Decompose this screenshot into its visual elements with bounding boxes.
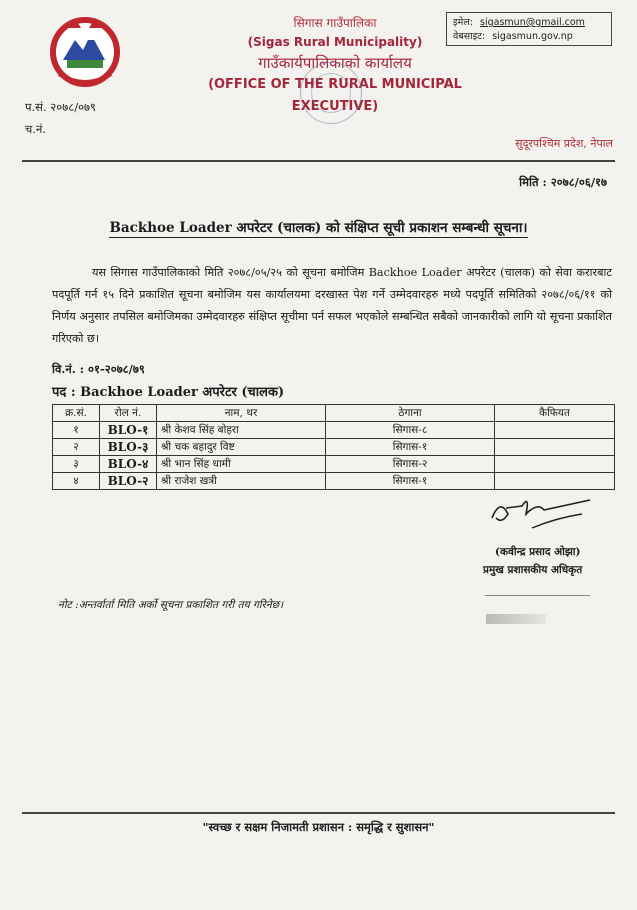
office-stamp-icon	[300, 62, 362, 124]
col-sn: क्र.सं.	[53, 405, 100, 422]
table-header-row	[53, 405, 615, 422]
table-row	[53, 422, 615, 439]
cell-address: सिगास-१	[326, 439, 495, 456]
cell-remarks	[495, 473, 615, 490]
notice-body: यस सिगास गाउँपालिकाको मिति २०७८/०५/२५ को सूचना बमोजिम Backhoe Loader अपरेटर (चालक) को सेवा करारबाट पदपूर्ति गर्न १५ दिने प्रकाशित सूचना बमोजिम यस कार्यालयमा दरखास्त पेश गर्ने उम्मेदवारहरु मध्ये पदपूर्ति समितिको २०७८/०६/११ को निर्णय अनुसार तपसिल बमोजिमका उम्मेदवारहरु संक्षिप्त सूचीमा पर्न सफल भएकोले सम्बन्धित सबैको जानकारीको लागि यो सूचना प्रकाशित गरिएको छ।	[52, 266, 612, 345]
col-roll: रोल नं.	[100, 405, 157, 422]
office-name-nepali: गाउँकार्यपालिकाको कार्यालय	[258, 54, 412, 72]
email-value: sigasmun@gmail.com	[480, 17, 585, 28]
email-label: इमेल:	[453, 17, 473, 28]
cell-name: श्री राजेश खत्री	[157, 473, 326, 490]
letter-number: प.सं. २०७८/०७९	[25, 100, 97, 114]
municipality-name-nepali: सिगास गाउँपालिका	[293, 16, 377, 30]
notice-date: मिति : २०७८/०६/१७	[519, 175, 607, 189]
cell-remarks	[495, 422, 615, 439]
dispatch-number: च.नं.	[25, 122, 46, 136]
cell-remarks	[495, 439, 615, 456]
header-divider	[22, 160, 615, 162]
cell-roll: BLO-३	[100, 439, 157, 456]
col-remarks: कैफियत	[495, 405, 615, 422]
signatory-title: प्रमुख प्रशासकीय अधिकृत	[483, 564, 583, 576]
notice-title-text: Backhoe Loader अपरेटर (चालक) को संक्षिप्त सूची प्रकाशन सम्बन्धी सूचना।	[109, 220, 528, 236]
handwritten-signature	[486, 488, 596, 538]
table-row	[53, 439, 615, 456]
advertisement-number: वि.नं. : ०१-२०७८/७९	[52, 362, 145, 376]
nepal-emblem-icon	[45, 10, 125, 90]
faint-rule	[485, 595, 590, 596]
col-address: ठेगाना	[326, 405, 495, 422]
website-row	[453, 30, 605, 44]
cell-sn: ३	[53, 456, 100, 473]
cell-sn: १	[53, 422, 100, 439]
email-row	[453, 16, 605, 30]
contact-box	[446, 12, 612, 46]
cell-sn: ४	[53, 473, 100, 490]
notice-title	[0, 218, 637, 236]
office-name-english: (OFFICE OF THE RURAL MUNICIPAL EXECUTIVE)	[208, 77, 462, 114]
cell-name: श्री चक बहादुर विष्ट	[157, 439, 326, 456]
website-value: sigasmun.gov.np	[492, 31, 573, 42]
interview-note: नोट :अन्तर्वार्ता मिति अर्को सूचना प्रकाशित गरी तय गरिनेछ।	[58, 599, 284, 611]
cell-roll: BLO-४	[100, 456, 157, 473]
signatory-name: (कवीन्द्र प्रसाद ओझा)	[495, 546, 581, 558]
website-label: वेबसाइट:	[453, 31, 486, 42]
province-name: सुदूरपश्चिम प्रदेश, नेपाल	[515, 137, 613, 150]
cell-name: श्री भान सिंह धामी	[157, 456, 326, 473]
table-row	[53, 456, 615, 473]
table-row	[53, 473, 615, 490]
reference-block	[25, 96, 96, 140]
cell-address: सिगास-२	[326, 456, 495, 473]
cell-roll: BLO-२	[100, 473, 157, 490]
cell-remarks	[495, 456, 615, 473]
footer-divider	[22, 812, 615, 814]
cell-sn: २	[53, 439, 100, 456]
col-name: नाम, थर	[157, 405, 326, 422]
footer-motto: "स्वच्छ र सक्षम निजामती प्रशासन : समृद्धि र सुशासन"	[202, 820, 435, 834]
municipality-name-english: (Sigas Rural Municipality)	[247, 35, 423, 49]
post-name: पद : Backhoe Loader अपरेटर (चालक)	[52, 385, 285, 400]
cell-roll: BLO-१	[100, 422, 157, 439]
faded-stamp-text	[486, 614, 546, 624]
shortlist-table	[52, 404, 615, 490]
cell-name: श्री केशव सिंह बोहरा	[157, 422, 326, 439]
cell-address: सिगास-८	[326, 422, 495, 439]
cell-address: सिगास-१	[326, 473, 495, 490]
